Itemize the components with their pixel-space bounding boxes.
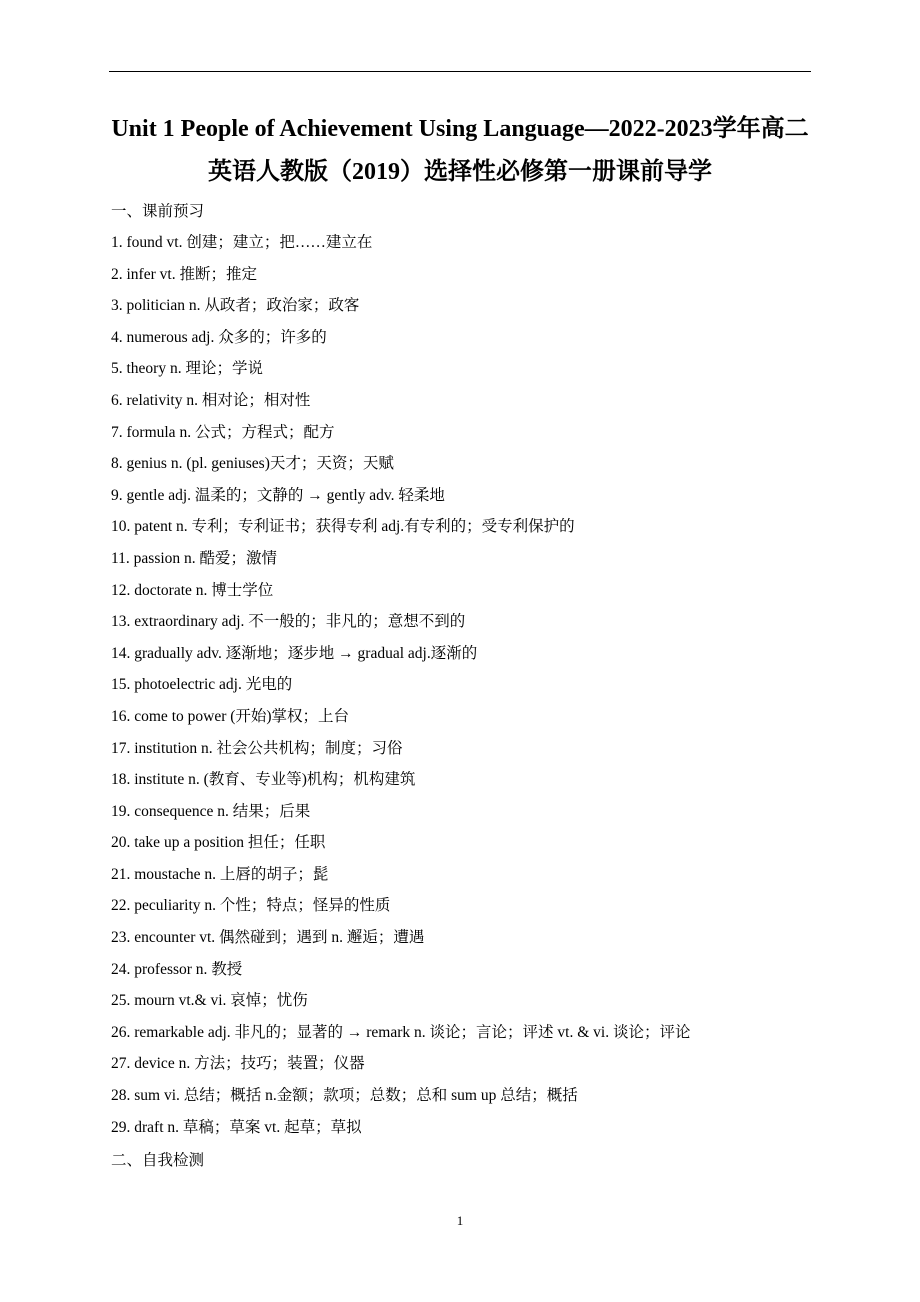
vocabulary-list	[111, 232, 690, 1148]
vocab-item: 22. peculiarity n. 个性；特点；怪异的性质	[111, 897, 391, 915]
vocab-item: 6. relativity n. 相对论；相对性	[111, 391, 311, 409]
vocab-item: 24. professor n. 教授	[111, 960, 243, 978]
vocab-item: 2. infer vt. 推断；推定	[111, 265, 257, 283]
document-title-line-2: 英语人教版（2019）选择性必修第一册课前导学	[208, 159, 712, 185]
page-number: 1	[456, 1213, 464, 1228]
header-rule	[109, 71, 811, 72]
vocab-item: 16. come to power (开始)掌权；上台	[111, 707, 350, 725]
vocab-item: 21. moustache n. 上唇的胡子；髭	[111, 865, 329, 883]
vocab-item: 4. numerous adj. 众多的；许多的	[111, 328, 327, 346]
vocab-item: 7. formula n. 公式；方程式；配方	[111, 423, 335, 441]
document-title-line-1: Unit 1 People of Achievement Using Language—2022-2023学年高二	[111, 116, 809, 142]
vocab-item: 14. gradually adv. 逐渐地；逐步地 → gradual adj.逐渐的	[111, 644, 478, 662]
vocab-item: 8. genius n. (pl. geniuses)天才；天资；天赋	[111, 455, 394, 473]
vocab-item: 5. theory n. 理论；学说	[111, 360, 263, 378]
vocab-item: 29. draft n. 草稿；草案 vt. 起草；草拟	[111, 1118, 362, 1136]
vocab-item: 19. consequence n. 结果；后果	[111, 802, 311, 820]
vocab-item: 27. device n. 方法；技巧；装置；仪器	[111, 1055, 365, 1073]
vocab-item: 17. institution n. 社会公共机构；制度；习俗	[111, 739, 403, 757]
vocab-item: 23. encounter vt. 偶然碰到；遇到 n. 邂逅；遭遇	[111, 929, 425, 947]
vocab-item: 13. extraordinary adj. 不一般的；非凡的；意想不到的	[111, 613, 466, 631]
section-heading-preview: 一、课前预习	[111, 203, 205, 220]
vocab-item: 11. passion n. 酷爱；激情	[111, 549, 278, 567]
section-heading-self-test: 二、自我检测	[111, 1152, 205, 1169]
vocab-item: 26. remarkable adj. 非凡的；显著的 → remark n. 谈论；言论；评述 vt. & vi. 谈论；评论	[111, 1023, 691, 1041]
vocab-item: 20. take up a position 担任；任职	[111, 834, 326, 852]
vocab-item: 28. sum vi. 总结；概括 n.金额；款项；总数；总和 sum up 总结；概括	[111, 1087, 578, 1105]
vocab-item: 12. doctorate n. 博士学位	[111, 581, 274, 599]
vocab-item: 10. patent n. 专利；专利证书；获得专利 adj.有专利的；受专利保护的	[111, 518, 575, 536]
vocab-item: 1. found vt. 创建；建立；把……建立在	[111, 234, 373, 251]
vocab-item: 25. mourn vt.& vi. 哀悼；忧伤	[111, 992, 308, 1010]
vocab-item: 3. politician n. 从政者；政治家；政客	[111, 297, 360, 315]
vocab-item: 18. institute n. (教育、专业等)机构；机构建筑	[111, 771, 416, 789]
vocab-item: 9. gentle adj. 温柔的；文静的 → gently adv. 轻柔地	[111, 486, 445, 504]
vocab-item: 15. photoelectric adj. 光电的	[111, 676, 293, 694]
